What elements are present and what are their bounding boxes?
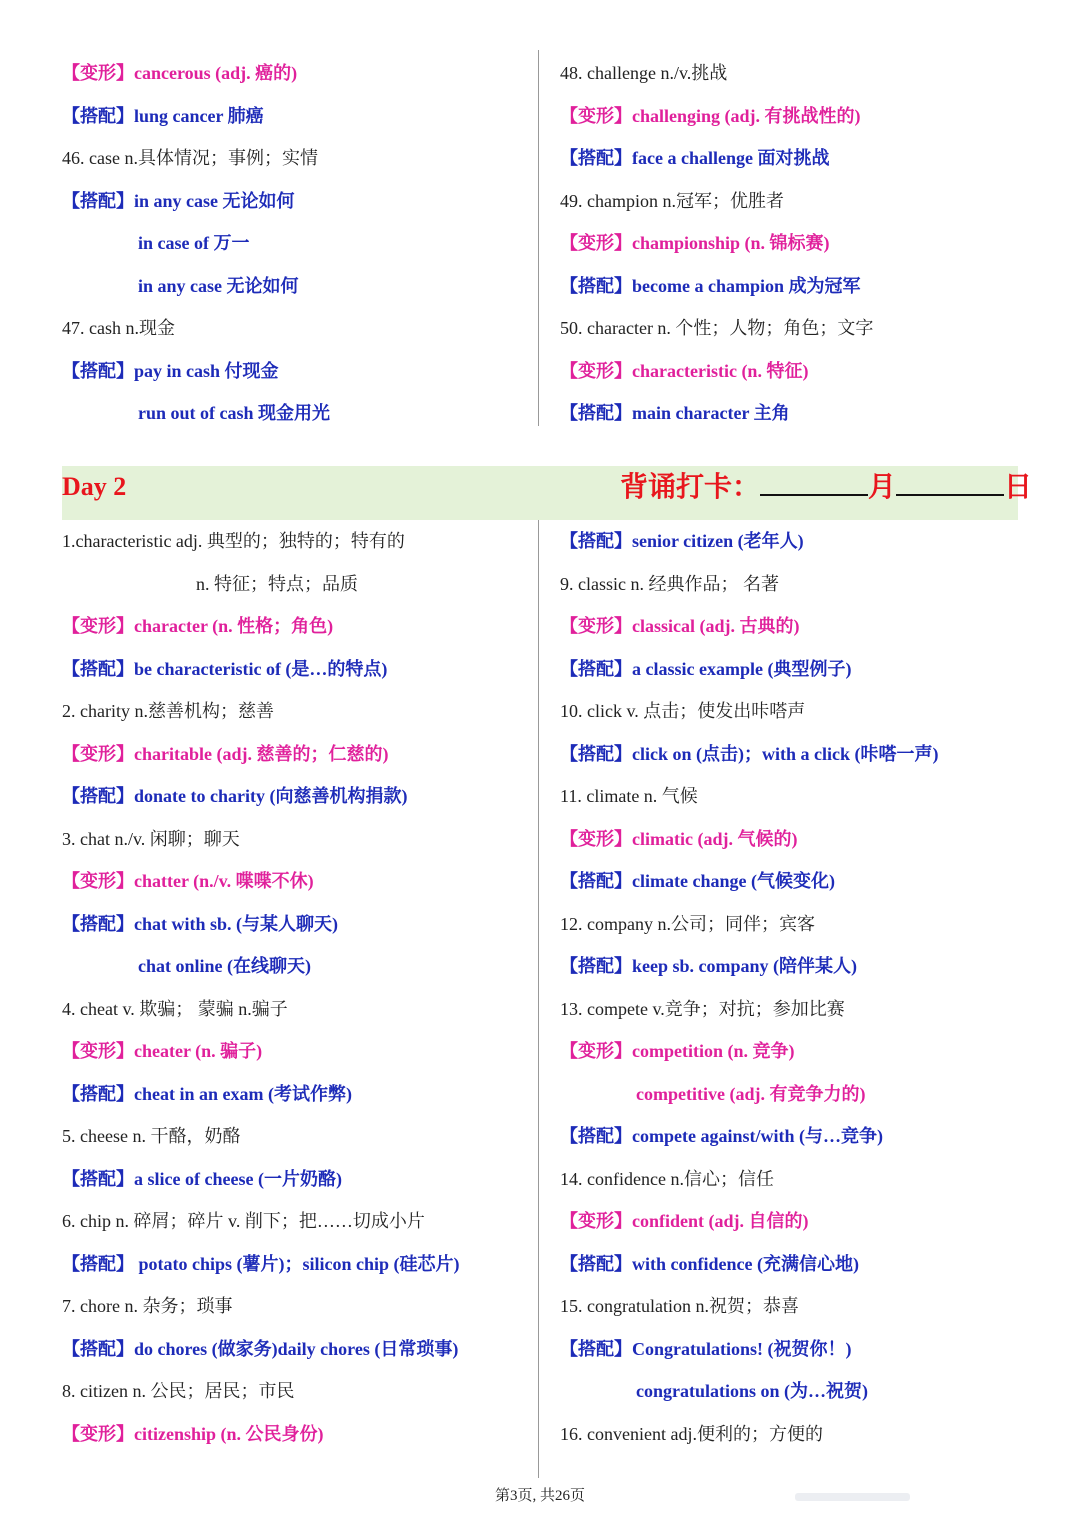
entry-line: 9. classic n. 经典作品； 名著 (560, 574, 779, 594)
entry-line: 49. champion n.冠军；优胜者 (560, 191, 784, 211)
entry-line: 6. chip n. 碎屑；碎片 v. 削下；把……切成小片 (62, 1211, 425, 1231)
collocation-line: 【搭配】donate to charity (向慈善机构捐款) (62, 786, 408, 806)
collocation-line: congratulations on (为…祝贺) (636, 1381, 869, 1401)
collocation-line: 【搭配】main character 主角 (560, 403, 790, 423)
collocation-line: 【搭配】be characteristic of (是…的特点) (62, 659, 388, 679)
variant-line: 【变形】citizenship (n. 公民身份) (62, 1424, 324, 1444)
month-label: 月 (868, 472, 897, 503)
variant-line: 【变形】climatic (adj. 气候的) (560, 829, 798, 849)
top-column-divider (538, 50, 539, 426)
collocation-line: 【搭配】Congratulations! (祝贺你！) (560, 1339, 852, 1359)
collocation-line: 【搭配】 potato chips (薯片)；silicon chip (硅芯片) (62, 1254, 460, 1274)
variant-line: 【变形】character (n. 性格；角色) (62, 616, 334, 636)
collocation-line: chat online (在线聊天) (138, 956, 311, 976)
collocation-line: run out of cash 现金用光 (138, 403, 331, 423)
collocation-line: 【搭配】senior citizen (老年人) (560, 531, 804, 551)
collocation-line: 【搭配】lung cancer 肺癌 (62, 106, 264, 126)
entry-line: 7. chore n. 杂务；琐事 (62, 1296, 233, 1316)
collocation-line: 【搭配】with confidence (充满信心地) (560, 1254, 859, 1274)
entry-line: 4. cheat v. 欺骗； 蒙骗 n.骗子 (62, 999, 288, 1019)
entry-line: 47. cash n.现金 (62, 318, 175, 338)
faint-watermark (795, 1493, 910, 1501)
entry-line: 11. climate n. 气候 (560, 786, 698, 806)
entry-line: 48. challenge n./v.挑战 (560, 63, 728, 83)
collocation-line: 【搭配】a slice of cheese (一片奶酪) (62, 1169, 342, 1189)
collocation-line: 【搭配】cheat in an exam (考试作弊) (62, 1084, 352, 1104)
collocation-line: 【搭配】keep sb. company (陪伴某人) (560, 956, 858, 976)
entry-line: 8. citizen n. 公民；居民；市民 (62, 1381, 295, 1401)
entry-line: 46. case n.具体情况；事例；实情 (62, 148, 318, 168)
collocation-line: 【搭配】compete against/with (与…竞争) (560, 1126, 883, 1146)
bottom-column-divider (538, 520, 539, 1478)
entry-line: 14. confidence n.信心；信任 (560, 1169, 774, 1189)
variant-line: 【变形】challenging (adj. 有挑战性的) (560, 106, 861, 126)
variant-line: 【变形】chatter (n./v. 喋喋不休) (62, 871, 314, 891)
page-number: 第3页, 共26页 (494, 1488, 585, 1504)
variant-line: 【变形】confident (adj. 自信的) (560, 1211, 809, 1231)
entry-line: 13. compete v.竞争；对抗；参加比赛 (560, 999, 845, 1019)
variant-line: 【变形】competition (n. 竞争) (560, 1041, 795, 1061)
entry-line: 3. chat n./v. 闲聊；聊天 (62, 829, 240, 849)
variant-line: 【变形】cancerous (adj. 癌的) (62, 63, 298, 83)
collocation-line: 【搭配】in any case 无论如何 (62, 191, 295, 211)
collocation-line: in case of 万一 (138, 233, 250, 253)
collocation-line: 【搭配】face a challenge 面对挑战 (560, 148, 830, 168)
variant-line: 【变形】cheater (n. 骗子) (62, 1041, 263, 1061)
variant-line: competitive (adj. 有竞争力的) (636, 1084, 866, 1104)
collocation-line: 【搭配】chat with sb. (与某人聊天) (62, 914, 339, 934)
day-blank[interactable] (896, 468, 1004, 496)
checkin-line (620, 468, 1032, 506)
entry-line: 5. cheese n. 干酪，奶酪 (62, 1126, 241, 1146)
collocation-line: 【搭配】click on (点击)；with a click (咔嗒一声) (560, 744, 939, 764)
collocation-line: 【搭配】pay in cash 付现金 (62, 361, 279, 381)
entry-line: n. 特征；特点；品质 (196, 574, 358, 594)
checkin-label: 背诵打卡： (620, 472, 761, 503)
variant-line: 【变形】characteristic (n. 特征) (560, 361, 809, 381)
entry-line: 50. character n. 个性；人物；角色；文字 (560, 318, 874, 338)
entry-line: 16. convenient adj.便利的；方便的 (560, 1424, 823, 1444)
entry-line: 12. company n.公司；同伴；宾客 (560, 914, 815, 934)
month-blank[interactable] (760, 468, 868, 496)
entry-line: 10. click v. 点击；使发出咔嗒声 (560, 701, 806, 721)
collocation-line: 【搭配】climate change (气候变化) (560, 871, 835, 891)
day-title: Day 2 (62, 472, 127, 501)
variant-line: 【变形】championship (n. 锦标赛) (560, 233, 830, 253)
collocation-line: 【搭配】do chores (做家务)daily chores (日常琐事) (62, 1339, 459, 1359)
variant-line: 【变形】classical (adj. 古典的) (560, 616, 800, 636)
collocation-line: 【搭配】a classic example (典型例子) (560, 659, 852, 679)
entry-line: 2. charity n.慈善机构；慈善 (62, 701, 274, 721)
collocation-line: 【搭配】become a champion 成为冠军 (560, 276, 861, 296)
day-label: 日 (1004, 472, 1033, 503)
collocation-line: in any case 无论如何 (138, 276, 299, 296)
entry-line: 15. congratulation n.祝贺；恭喜 (560, 1296, 799, 1316)
variant-line: 【变形】charitable (adj. 慈善的；仁慈的) (62, 744, 389, 764)
entry-line: 1.characteristic adj. 典型的；独特的；特有的 (62, 531, 405, 551)
